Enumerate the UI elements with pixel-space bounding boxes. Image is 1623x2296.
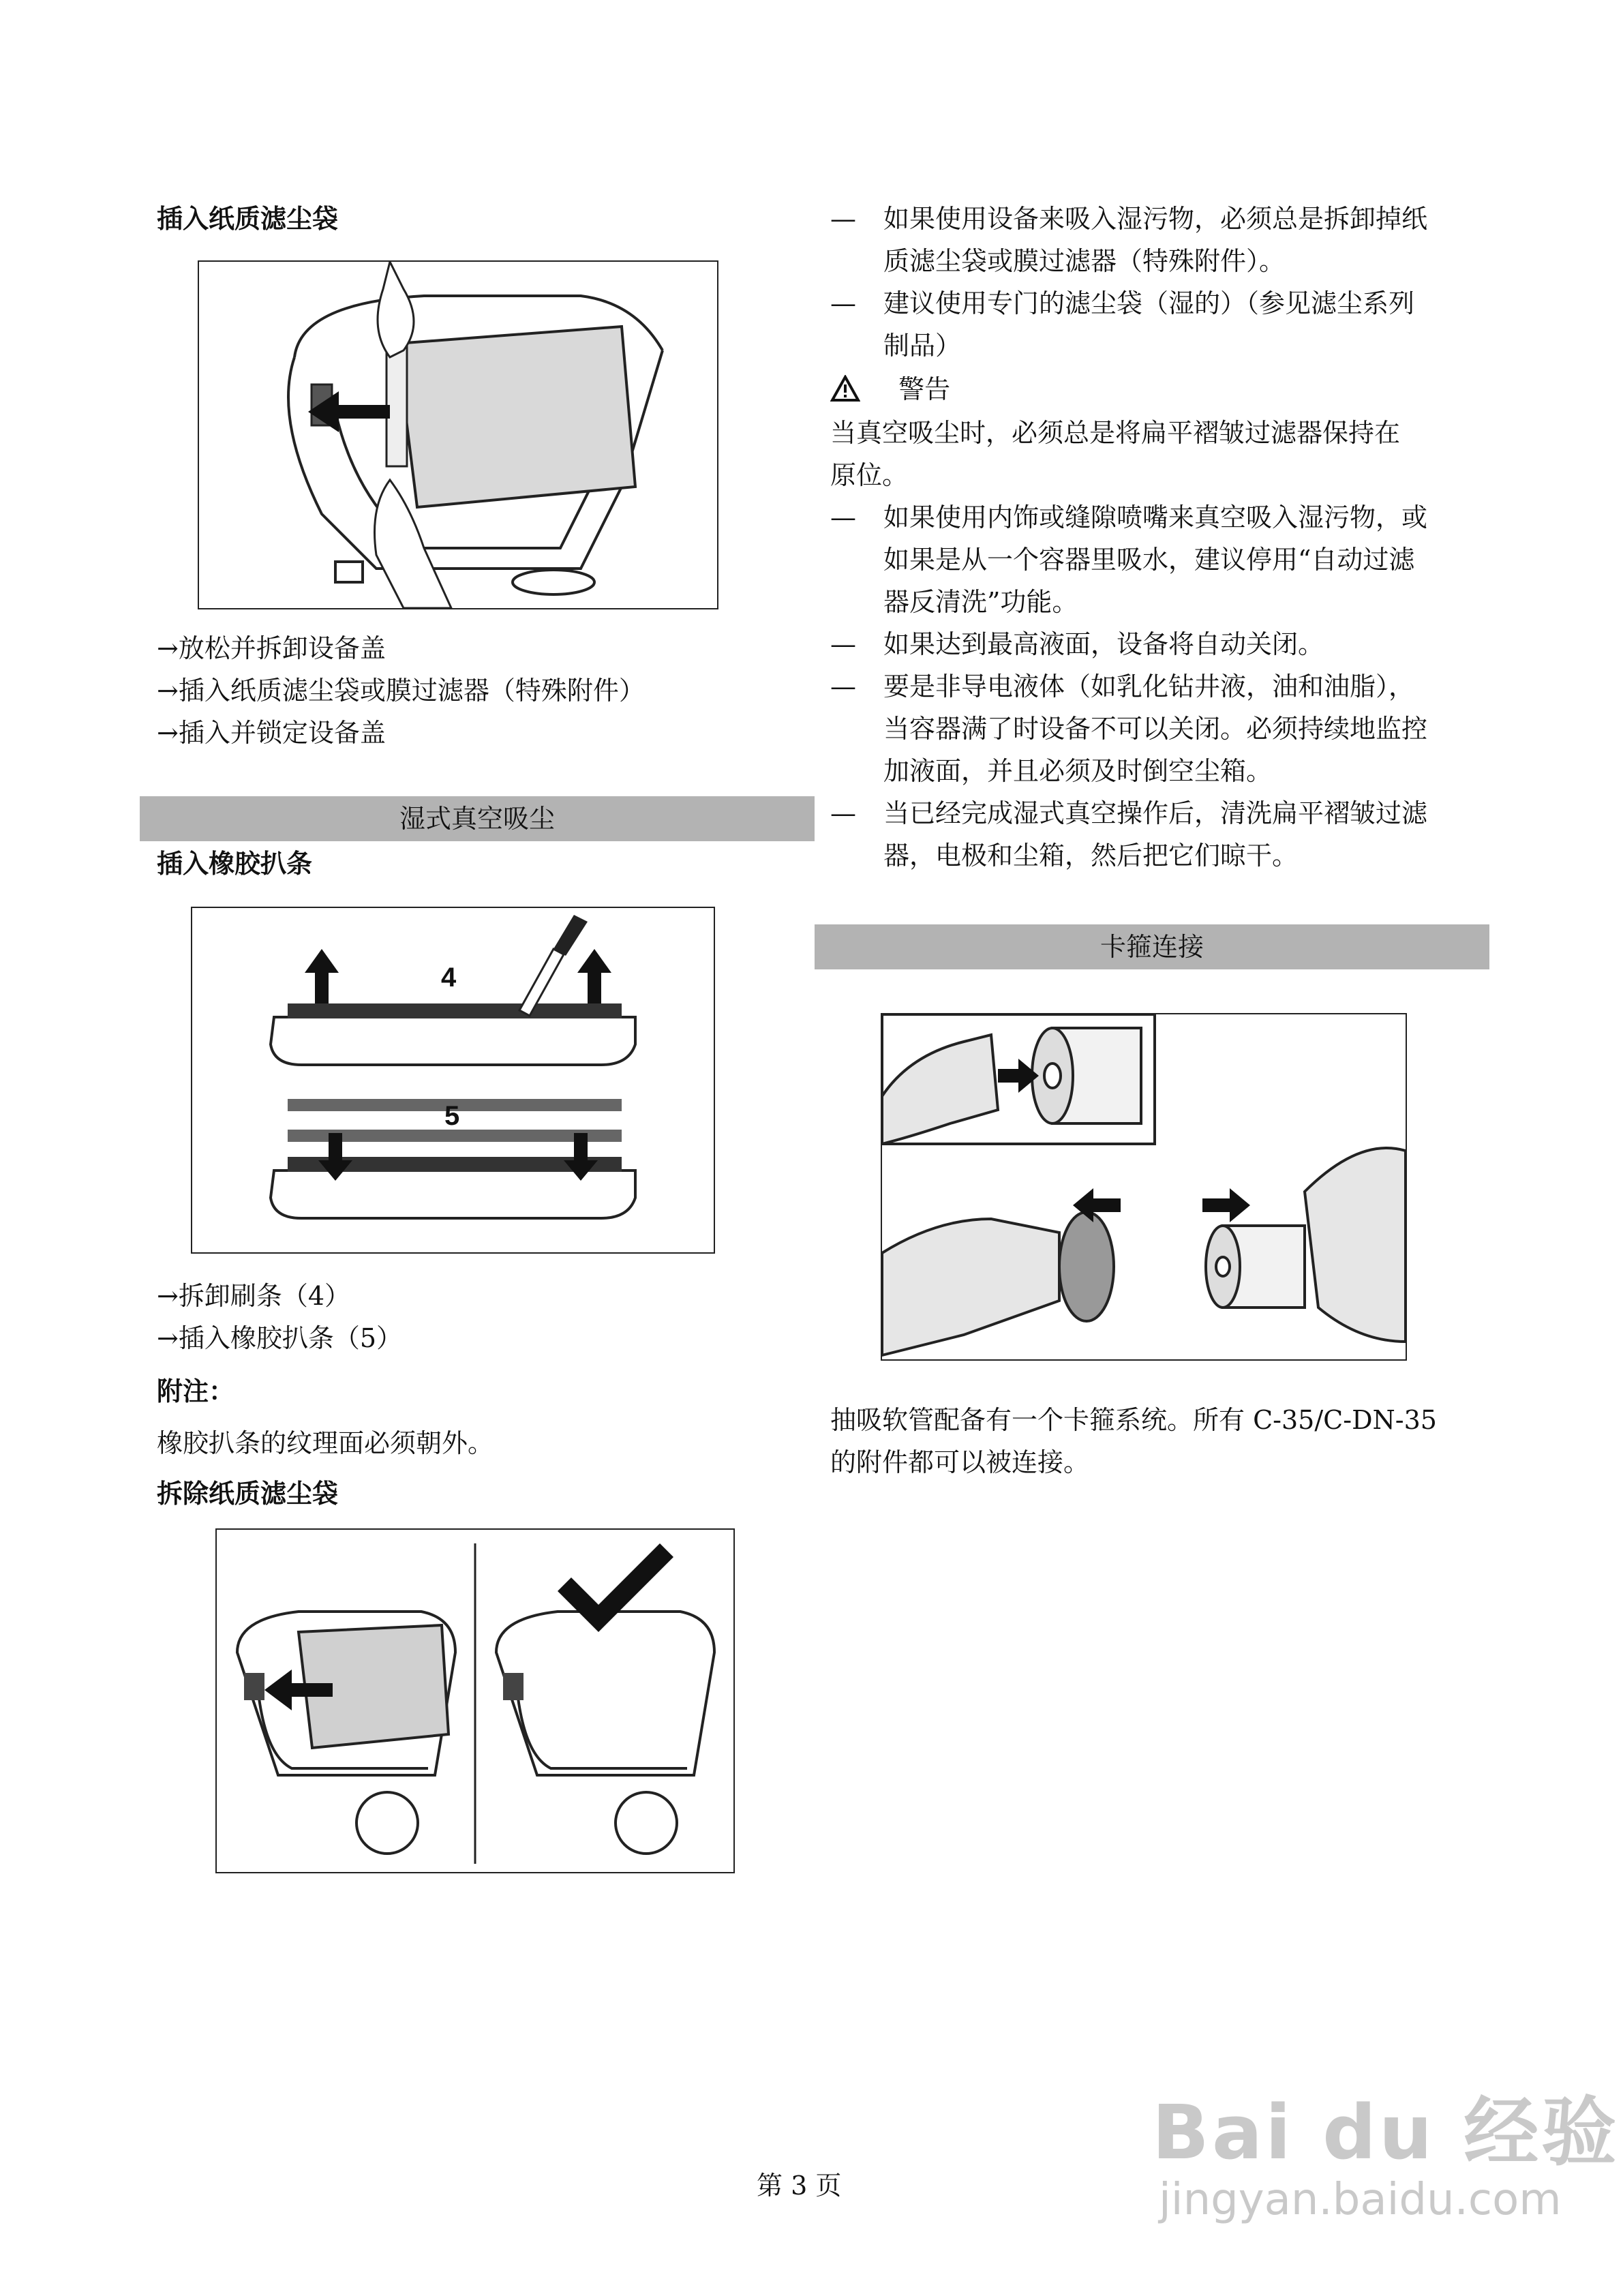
clip-text-2: 的附件都可以被连接。 [830, 1447, 1090, 1477]
warning-heading [830, 368, 950, 410]
bullet-dash: — [830, 502, 856, 532]
baidu-watermark-logo: Bai du 经验 [1152, 2089, 1620, 2176]
note-text: 橡胶扒条的纹理面必须朝外。 [157, 1428, 494, 1458]
bullet-line: 如果达到最高液面，设备将自动关闭。 [883, 629, 1324, 659]
bullet-wet-remove-bag [830, 198, 1485, 282]
bullet-dash: — [830, 204, 856, 234]
heading-insert-bag: 插入纸质滤尘袋 [157, 203, 339, 234]
bullet-special-bag [830, 282, 1485, 367]
hand-top [378, 262, 414, 357]
warning-text-2: 原位。 [830, 460, 909, 490]
hand-hose [882, 1219, 1059, 1355]
bullet-line: 器反清洗”功能。 [883, 587, 1078, 617]
note-label: 附注： [157, 1376, 235, 1406]
step-insert-rubber: →插入橡胶扒条（5） [157, 1323, 403, 1353]
rubber-strip-illustration [192, 908, 714, 1252]
figure-remove-bag [215, 1528, 735, 1873]
insert-bag-illustration [199, 262, 717, 608]
hose-collar [1059, 1212, 1114, 1321]
bullet-line: 如果使用内饰或缝隙喷嘴来真空吸入湿污物，或 [883, 502, 1428, 532]
bullet-auto-clean [830, 496, 1485, 623]
bullet-line: 建议使用专门的滤尘袋（湿的）（参见滤尘系列 [883, 288, 1415, 318]
hand-accessory [1305, 1148, 1406, 1342]
heading-remove-bag: 拆除纸质滤尘袋 [157, 1478, 339, 1509]
step-1: →放松并拆卸设备盖 [157, 633, 386, 663]
bullet-non-conductive [830, 665, 1485, 792]
warning-text-1: 当真空吸尘时，必须总是将扁平褶皱过滤器保持在 [830, 418, 1401, 448]
banner-clip-connection: 卡箍连接 [815, 924, 1489, 969]
step-remove-brush: →拆卸刷条（4） [157, 1281, 351, 1311]
bullet-line: 当容器满了时设备不可以关闭。必须持续地监控 [883, 714, 1428, 744]
bullet-line: 如果是从一个容器里吸水，建议停用“自动过滤 [883, 545, 1415, 575]
bullet-dash: — [830, 798, 856, 828]
label-4: 4 [441, 963, 457, 993]
paper-bag [397, 327, 635, 507]
label-5: 5 [444, 1101, 460, 1131]
bullet-line: 器，电极和尘箱，然后把它们晾干。 [883, 841, 1299, 871]
figure-insert-bag [198, 260, 718, 609]
clip-connection-illustration [882, 1014, 1406, 1359]
bullet-line: 如果使用设备来吸入湿污物，必须总是拆卸掉纸 [883, 204, 1428, 234]
screwdriver-handle [553, 915, 588, 956]
heading-rubber-strip: 插入橡胶扒条 [157, 848, 313, 879]
bullet-line: 质滤尘袋或膜过滤器（特殊附件）。 [883, 246, 1286, 276]
bullet-max-level [830, 623, 1485, 665]
bullet-dash: — [830, 288, 856, 318]
arrow-up-icon [577, 949, 611, 1003]
remove-bag-illustration [217, 1530, 733, 1872]
warning-triangle-icon [830, 375, 860, 402]
step-2: →插入纸质滤尘袋或膜过滤器（特殊附件） [157, 676, 645, 706]
bullet-clean-after [830, 792, 1485, 877]
banner-wet-vacuum: 湿式真空吸尘 [140, 796, 815, 841]
figure-clip-connection [881, 1013, 1407, 1361]
bullet-line: 制品） [883, 331, 962, 361]
bullet-line: 要是非导电液体（如乳化钻井液，油和油脂）， [883, 671, 1415, 701]
baidu-watermark-url: jingyan.baidu.com [1159, 2175, 1562, 2225]
bullet-line: 加液面，并且必须及时倒空尘箱。 [883, 756, 1273, 786]
page-number: 第 3 页 [757, 2171, 842, 2201]
arrow-up-icon [305, 949, 339, 1003]
warning-title: 警告 [898, 374, 951, 404]
bullet-dash: — [830, 629, 856, 659]
bullet-dash: — [830, 671, 856, 701]
figure-rubber-strip [191, 907, 715, 1254]
arrow-right-icon [1202, 1188, 1250, 1222]
bullet-line: 当已经完成湿式真空操作后，清洗扁平褶皱过滤 [883, 798, 1428, 828]
step-3: →插入并锁定设备盖 [157, 718, 386, 748]
checkmark-icon [558, 1543, 673, 1632]
clip-text-1: 抽吸软管配备有一个卡箍系统。所有 C-35/C-DN-35 [830, 1405, 1437, 1435]
